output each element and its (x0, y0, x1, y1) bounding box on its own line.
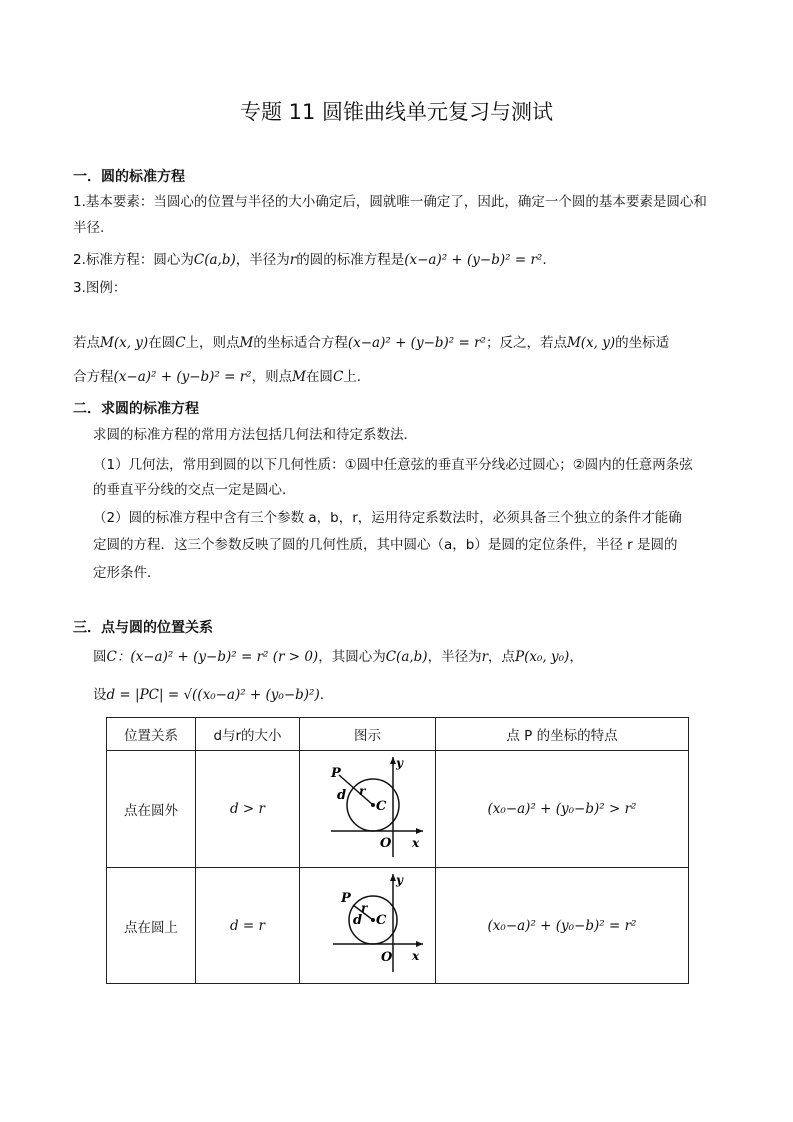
table-cell-diagram (300, 751, 436, 868)
label-O: O (380, 949, 392, 965)
label-C: C (375, 799, 386, 814)
section2-heading: 二．求圆的标准方程 (73, 401, 199, 417)
p4-h: ，则点 (251, 369, 293, 385)
section3-p1 (93, 647, 583, 667)
label-x: x (411, 836, 419, 850)
p2-prefix: 2.标准方程：圆心为 (73, 252, 194, 268)
p4-M4: M (292, 369, 306, 385)
p2-equation: (x−a)² + (y−b)² = r² (404, 252, 543, 268)
p4-equation: (x−a)² + (y−b)² = r² (347, 335, 486, 351)
point-on-circle-diagram (313, 872, 423, 980)
section2-p2-line1: （1）几何法，常用到圆的以下几何性质：①圆中任意弦的垂直平分线必过圆心；②圆内的任意两条弦 (93, 457, 693, 473)
section1-p1-line2: 半径. (73, 220, 105, 236)
label-P: P (340, 890, 351, 906)
point-outside-circle-diagram (313, 755, 423, 863)
p2-center: C(a,b) (193, 252, 236, 268)
label-y: y (395, 756, 403, 770)
table-row (107, 868, 689, 984)
section2-p2-line2: 的垂直平分线的交点一定是圆心． (93, 482, 296, 498)
section1-p4-line1 (73, 333, 669, 353)
p4-M: M(x, y) (100, 335, 149, 351)
x-axis-arrow (416, 828, 423, 834)
section1-p1-line1: 1.基本要素：当圆心的位置与半径的大小确定后，圆就唯一确定了，因此，确定一个圆的基本要素是圆心和 (73, 194, 707, 210)
s3-c: ，半径为 (427, 649, 482, 665)
p2-mid: ，半径为 (235, 252, 290, 268)
p4-i: 在圆 (305, 369, 333, 385)
p4-equation2: (x−a)² + (y−b)² = r² (113, 369, 252, 385)
label-r: r (358, 784, 365, 798)
s3-end: . (319, 687, 325, 703)
p4-c: 上，则点 (185, 335, 240, 351)
label-P: P (330, 766, 341, 781)
x-axis-arrow (416, 941, 423, 947)
center-point (371, 918, 375, 922)
section3-heading: 三．点与圆的位置关系 (73, 620, 213, 636)
p4-M3: M(x, y) (566, 335, 616, 351)
label-C: C (375, 912, 386, 928)
table-cell-compare: d > r (196, 751, 300, 868)
label-x: x (411, 948, 419, 963)
section2-p1: 求圆的标准方程的常用方法包括几何法和待定系数法． (93, 427, 417, 443)
label-O: O (379, 836, 391, 851)
table-cell-compare: d = r (196, 868, 300, 984)
table-header: 位置关系 (107, 718, 196, 751)
s3-P: P(x₀, y₀) (515, 649, 570, 665)
table-header-row (107, 718, 689, 751)
label-y: y (395, 872, 403, 887)
section2-p3-line1: （2）圆的标准方程中含有三个参数 a，b，r，运用待定系数法时，必须具备三个独立的条件才能确 (93, 510, 682, 526)
p4-d: 的坐标适合方程 (253, 335, 348, 351)
p4-b: 在圆 (148, 335, 176, 351)
s3-center: C(a,b) (385, 649, 428, 665)
section2-p3-line3: 定形条件． (93, 565, 161, 581)
s3-distance-equation: d = |PC| = √((x₀−a)² + (y₀−b)²) (106, 687, 320, 703)
table-row (107, 751, 689, 868)
section1-p2 (73, 250, 547, 270)
table-header: d与r的大小 (196, 718, 300, 751)
s3-a: 圆 (93, 649, 107, 665)
table-cell-relation: 点在圆上 (107, 868, 196, 984)
p4-a: 若点 (73, 335, 100, 351)
s3-r: r (481, 649, 489, 665)
section1-p4-line2 (73, 367, 361, 387)
label-r: r (360, 900, 367, 915)
p2-end: . (542, 252, 547, 268)
table-header: 点 P 的坐标的特点 (436, 718, 689, 751)
p4-g: 合方程 (73, 369, 114, 385)
s3-C: C： (106, 649, 131, 665)
s3-equation: (x−a)² + (y−b)² = r² (r > 0) (130, 649, 319, 665)
center-point (371, 803, 375, 807)
p4-C2: C (332, 369, 344, 385)
table-cell-relation: 点在圆外 (107, 751, 196, 868)
s3-set: 设 (93, 687, 107, 703)
label-d: d (352, 912, 362, 928)
p2-r: r (289, 252, 297, 268)
p4-f: 的坐标适 (615, 335, 670, 351)
s3-d: ，点 (488, 649, 516, 665)
section2-p3-line2: 定圆的方程．这三个参数反映了圆的几何性质，其中圆心（a，b）是圆的定位条件，半径 r 是圆的 (93, 537, 678, 553)
s3-e: ， (569, 649, 583, 665)
section3-p2 (93, 685, 324, 705)
table-header: 图示 (300, 718, 436, 751)
section1-heading: 一．圆的标准方程 (73, 169, 185, 185)
s3-b: ，其圆心为 (318, 649, 386, 665)
p4-C: C (175, 335, 186, 351)
page-title: 专题 11 圆锥曲线单元复习与测试 (239, 100, 554, 124)
table-cell-feature: (x₀−a)² + (y₀−b)² > r² (436, 751, 689, 868)
table-cell-diagram (300, 868, 436, 984)
p4-e: ；反之，若点 (485, 335, 567, 351)
section1-p3: 3.图例： (73, 280, 127, 296)
table-cell-feature: (x₀−a)² + (y₀−b)² = r² (436, 868, 689, 984)
position-table (106, 717, 689, 984)
p4-j: 上. (343, 369, 362, 385)
label-d: d (336, 788, 346, 803)
p2-mid2: 的圆的标准方程是 (296, 252, 405, 268)
p4-M2: M (239, 335, 254, 351)
